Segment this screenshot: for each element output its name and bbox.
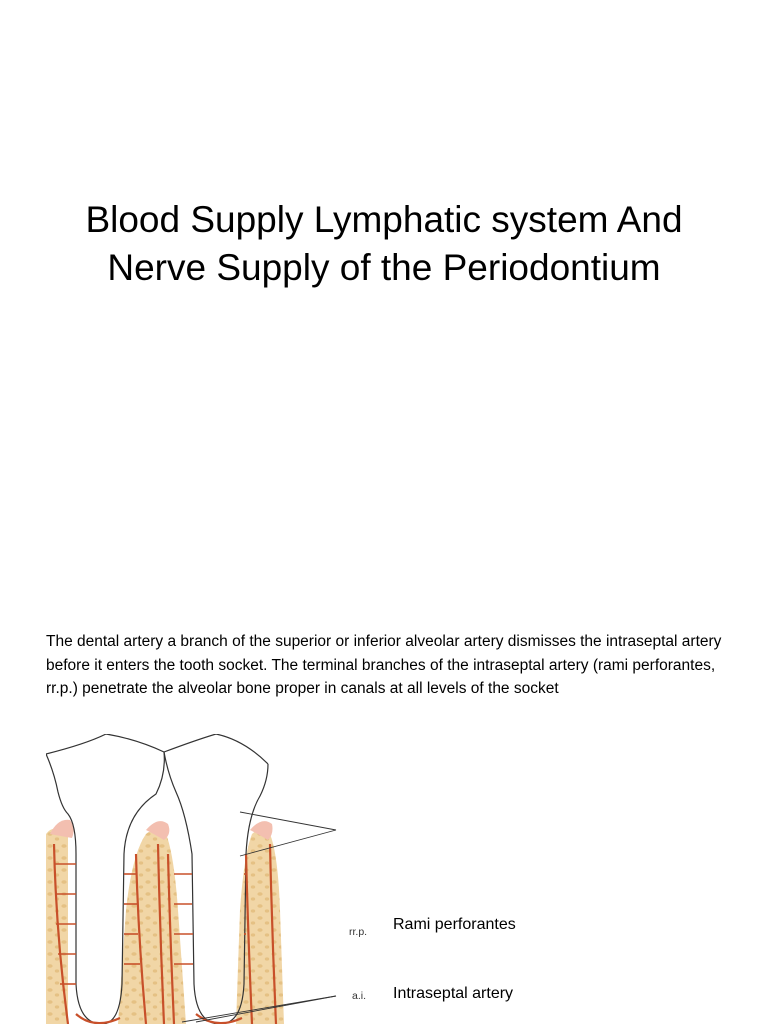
gingiva	[50, 820, 273, 840]
label-rami-perforantes: Rami perforantes	[393, 916, 516, 933]
title-line-1: Blood Supply Lymphatic system And	[85, 199, 683, 240]
slide-paragraph: The dental artery a branch of the superior or inferior alveolar artery dismisses the intraseptal artery before it enters the tooth socket. The terminal branches of the intraseptal artery (rami perforantes, rr.p.) penetrate the alveolar bone proper in canals at all levels of the socket	[46, 633, 722, 697]
abbr-rami-perforantes: rr.p.	[349, 926, 368, 938]
title-line-2: Nerve Supply of the Periodontium	[107, 247, 661, 288]
abbr-intraseptal-artery: a.i.	[352, 990, 367, 1002]
periodontium-diagram	[46, 734, 346, 1024]
label-intraseptal-artery: Intraseptal artery	[393, 985, 514, 1002]
content-slide	[0, 596, 768, 1024]
slide-title	[40, 196, 728, 292]
